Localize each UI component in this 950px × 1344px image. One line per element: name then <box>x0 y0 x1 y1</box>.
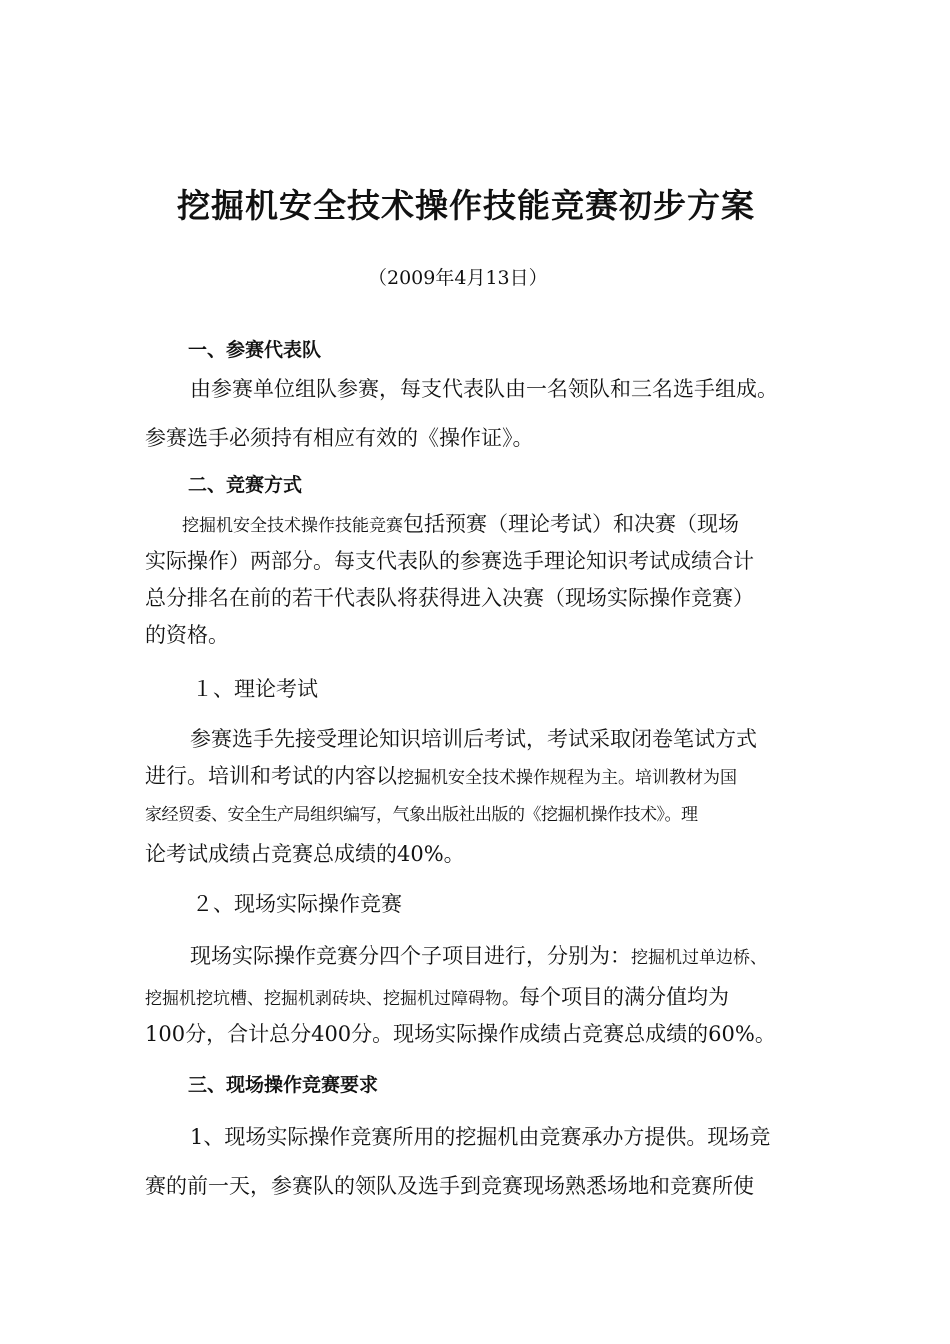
page-title: 挖掘机安全技术操作技能竞赛初步方案 <box>177 186 755 225</box>
paragraph-line: 100分，合计总分400分。现场实际操作成绩占竞赛总成绩的60%。 <box>145 1022 776 1046</box>
text-run: 家经贸委、安全生产局组织编写，气象出版社出版的《挖掘机操作技术》。理 <box>145 805 698 825</box>
text-run: 现场实际操作竞赛分四个子项目进行，分别为： <box>190 944 631 968</box>
text-run: 挖掘机挖坑槽、挖掘机剥砖块、挖掘机过障碍物。 <box>145 989 519 1009</box>
paragraph-line: 参赛选手必须持有相应有效的《操作证》。 <box>145 426 534 450</box>
section-heading-3: 三、现场操作竞赛要求 <box>188 1074 379 1096</box>
text-run: 包括预赛（理论考试）和决赛（现场 <box>403 512 739 536</box>
paragraph-line: 的资格。 <box>145 623 229 647</box>
paragraph-line <box>190 940 767 970</box>
paragraph-line: 由参赛单位组队参赛，每支代表队由一名领队和三名选手组成。 <box>190 377 778 401</box>
paragraph-line <box>145 760 737 790</box>
subsection-heading-2: ２、现场实际操作竞赛 <box>192 892 402 916</box>
subsection-heading-1: １、理论考试 <box>192 677 318 701</box>
text-run: 挖掘机过单边桥、 <box>631 948 767 968</box>
paragraph-line <box>145 981 729 1011</box>
paragraph-line: 参赛选手先接受理论知识培训后考试，考试采取闭卷笔试方式 <box>190 727 757 751</box>
paragraph-line: 论考试成绩占竞赛总成绩的40%。 <box>145 842 465 866</box>
text-run: 挖掘机安全技术操作技能竞赛 <box>182 516 403 536</box>
paragraph-line: 总分排名在前的若干代表队将获得进入决赛（现场实际操作竞赛） <box>145 586 754 610</box>
text-run: 进行。培训和考试的内容以 <box>145 764 397 788</box>
paragraph-line <box>145 800 698 825</box>
section-heading-2: 二、竞赛方式 <box>188 474 303 496</box>
paragraph-line: 1、现场实际操作竞赛所用的挖掘机由竞赛承办方提供。现场竞 <box>190 1125 771 1149</box>
text-run: 每个项目的满分值均为 <box>519 985 729 1009</box>
text-run: 挖掘机安全技术操作规程为主。培训教材为国 <box>397 768 737 788</box>
paragraph-line: 实际操作）两部分。每支代表队的参赛选手理论知识考试成绩合计 <box>145 549 754 573</box>
document-date: （2009年4月13日） <box>368 267 548 289</box>
paragraph-line <box>182 508 739 538</box>
paragraph-line: 赛的前一天，参赛队的领队及选手到竞赛现场熟悉场地和竞赛所使 <box>145 1174 754 1198</box>
section-heading-1: 一、参赛代表队 <box>188 339 322 361</box>
